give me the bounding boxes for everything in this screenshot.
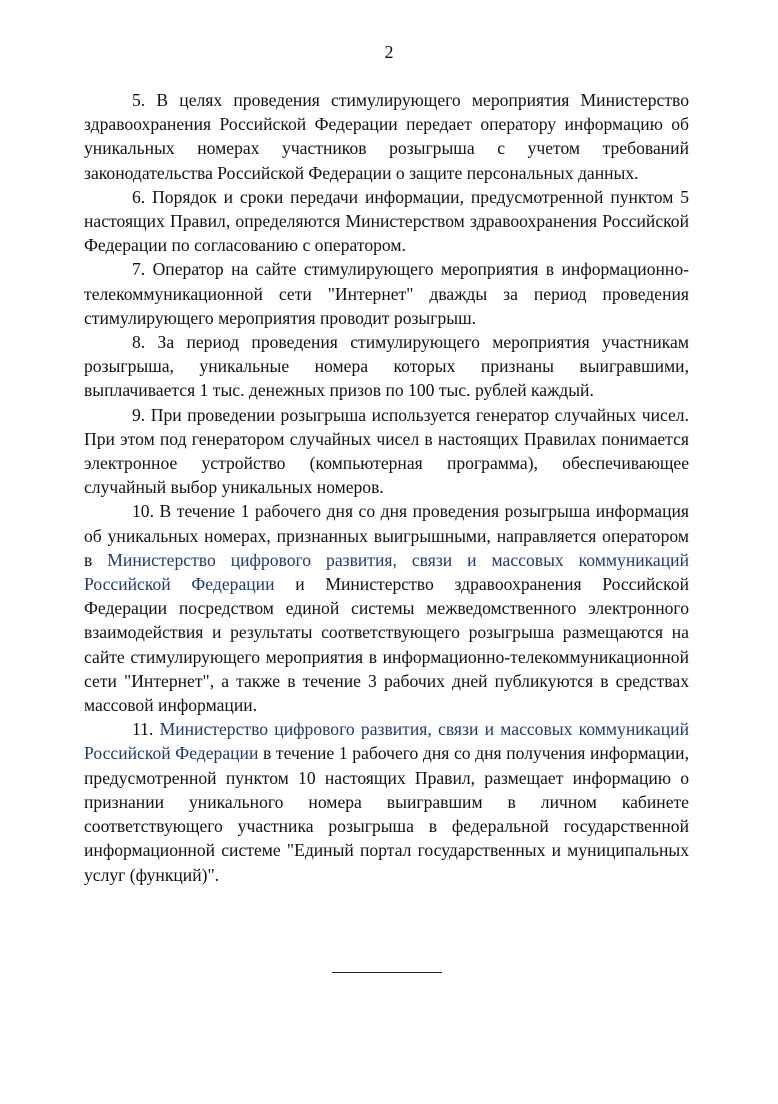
ministry-digital-link[interactable]: Министерство цифрового развития, связи и массовых коммуникаций Российской Федерации: [84, 549, 689, 595]
paragraph-9: 9. При проведении розыгрыша используется генератор случайных чисел. При этом под генератором случайных чисел в настоящих Правилах понимается электронное устройство (компьютерная программа), обеспечивающее случайный выбор уникальных номеров.: [84, 404, 689, 498]
ministry-digital-link-2[interactable]: Министерство цифрового развития, связи и массовых коммуникаций Российской Федерации: [84, 719, 689, 764]
paragraph-10-lead: 10. В течение 1 рабочего дня со дня проведения розыгрыша информация об уникальных номерах, признанных выигрышными, направляется оператором в: [84, 501, 689, 570]
paragraph-6: 6. Порядок и сроки передачи информации, предусмотренной пунктом 5 настоящих Правил, определяются Министерством здравоохранения Российской Федерации по согласованию с оператором.: [84, 186, 689, 256]
paragraph-7: 7. Оператор на сайте стимулирующего мероприятия в информационно-телекоммуникационной сети "Интернет" дважды за период проведения стимулирующего мероприятия проводит розыгрыш.: [84, 259, 689, 328]
document-body: [84, 88, 689, 887]
page-number: 2: [384, 42, 394, 62]
end-of-document-rule: [332, 972, 442, 973]
paragraph-5: 5. В целях проведения стимулирующего мероприятия Министерство здравоохранения Российской Федерации передает оператору информацию об уникальных номерах участников розыгрыша с учетом требований законодательства Российской Федерации о защите персональных данных.: [84, 90, 689, 183]
paragraph-11-rest: в течение 1 рабочего дня со дня получения информации, предусмотренной пунктом 10 настоящих Правил, размещает информацию о признании уникального номера выигравшим в личном кабинете соответствующего участника розыгрыша в федеральной государственной информационной системе "Единый портал государственных и муниципальных услуг (функций)".: [84, 743, 689, 885]
paragraph-10: [84, 499, 689, 717]
paragraph-11: [84, 717, 689, 886]
paragraph-11-lead: 11.: [132, 719, 160, 740]
paragraph-10-rest: и Министерство здравоохранения Российской Федерации посредством единой системы межведомственного электронного взаимодействия и результаты соответствующего розыгрыша размещаются на сайте стимулирующего мероприятия в информационно-телекоммуникационной сети "Интернет", а также в течение 3 рабочих дней публикуются в средствах массовой информации.: [84, 574, 689, 716]
paragraph-8: 8. За период проведения стимулирующего мероприятия участникам розыгрыша, уникальные номера которых признаны выигравшими, выплачивается 1 тыс. денежных призов по 100 тыс. рублей каждый.: [84, 332, 689, 401]
